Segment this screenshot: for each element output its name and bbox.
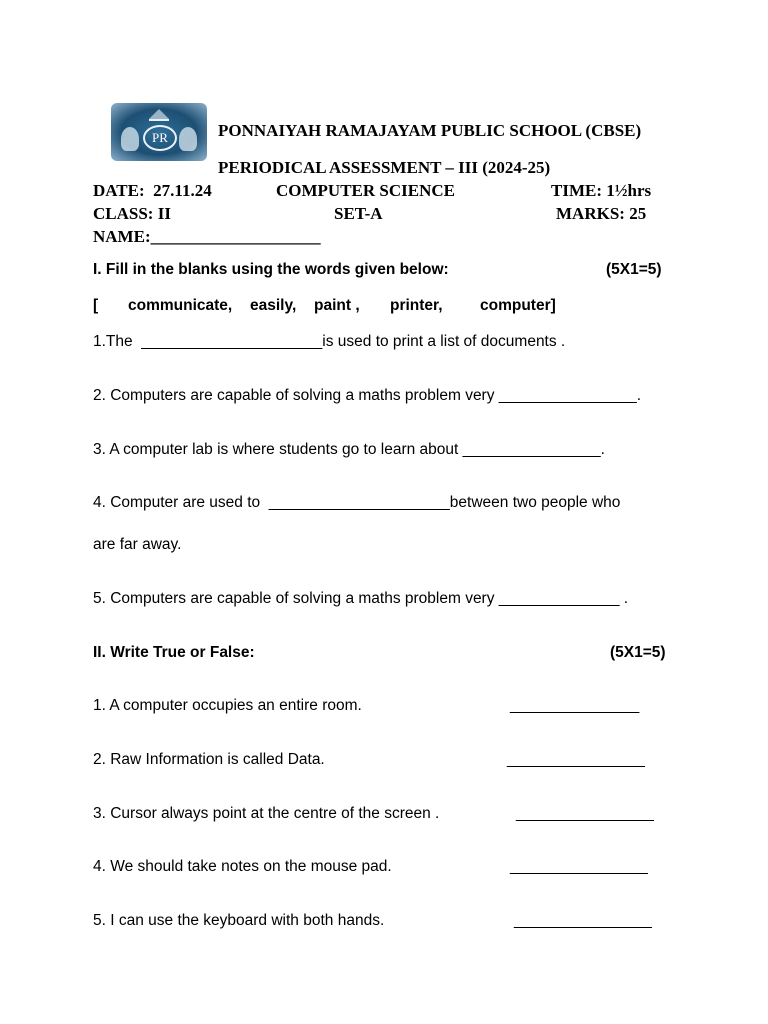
fill-blank-question: 5. Computers are capable of solving a maths problem very ______________ .: [93, 590, 629, 607]
assessment-title: PERIODICAL ASSESSMENT – III (2024-25): [218, 158, 551, 177]
true-false-question: 5. I can use the keyboard with both hands.: [93, 912, 385, 929]
fill-blank-question: 3. A computer lab is where students go to learn about ________________.: [93, 441, 605, 458]
section1-title: I. Fill in the blanks using the words given below:: [93, 261, 449, 278]
true-false-question: 4. We should take notes on the mouse pad.: [93, 858, 392, 875]
word-bank-item: paint ,: [314, 297, 360, 314]
set-label: SET-A: [334, 204, 383, 223]
exam-duration: TIME: 1½hrs: [551, 181, 652, 200]
answer-blank: _______________: [510, 697, 640, 714]
school-logo: [111, 103, 207, 161]
exam-date: DATE: 27.11.24: [93, 181, 212, 200]
fill-blank-question-continued: are far away.: [93, 536, 182, 553]
lion-left-icon: [121, 127, 139, 151]
school-name: PONNAIYAH RAMAJAYAM PUBLIC SCHOOL (CBSE): [218, 121, 642, 140]
true-false-question: 1. A computer occupies an entire room.: [93, 697, 362, 714]
section1-marks: (5X1=5): [606, 261, 662, 278]
fill-blank-question: 1.The _____________________is used to print a list of documents .: [93, 333, 566, 350]
section2-marks: (5X1=5): [610, 644, 666, 661]
answer-blank: ________________: [507, 751, 645, 768]
answer-blank: ________________: [510, 858, 648, 875]
fill-blank-question: 2. Computers are capable of solving a maths problem very ________________.: [93, 387, 642, 404]
answer-blank: ________________: [514, 912, 652, 929]
subject-name: COMPUTER SCIENCE: [276, 181, 455, 200]
fill-blank-question: 4. Computer are used to _____________________between two people who: [93, 494, 621, 511]
section2-title: II. Write True or False:: [93, 644, 255, 661]
true-false-question: 2. Raw Information is called Data.: [93, 751, 325, 768]
word-bank-item: communicate,: [128, 297, 233, 314]
word-bank-item: easily,: [250, 297, 297, 314]
total-marks: MARKS: 25: [556, 204, 647, 223]
word-bank-item: computer]: [480, 297, 556, 314]
crown-icon: [149, 109, 169, 121]
true-false-question: 3. Cursor always point at the centre of the screen .: [93, 805, 440, 822]
answer-blank: ________________: [516, 805, 654, 822]
class-label: CLASS: II: [93, 204, 171, 223]
word-bank-item: printer,: [390, 297, 443, 314]
student-name-field: NAME:____________________: [93, 227, 321, 246]
word-bank-bracket: [: [93, 297, 99, 314]
logo-monogram: PR: [143, 125, 177, 151]
lion-right-icon: [179, 127, 197, 151]
